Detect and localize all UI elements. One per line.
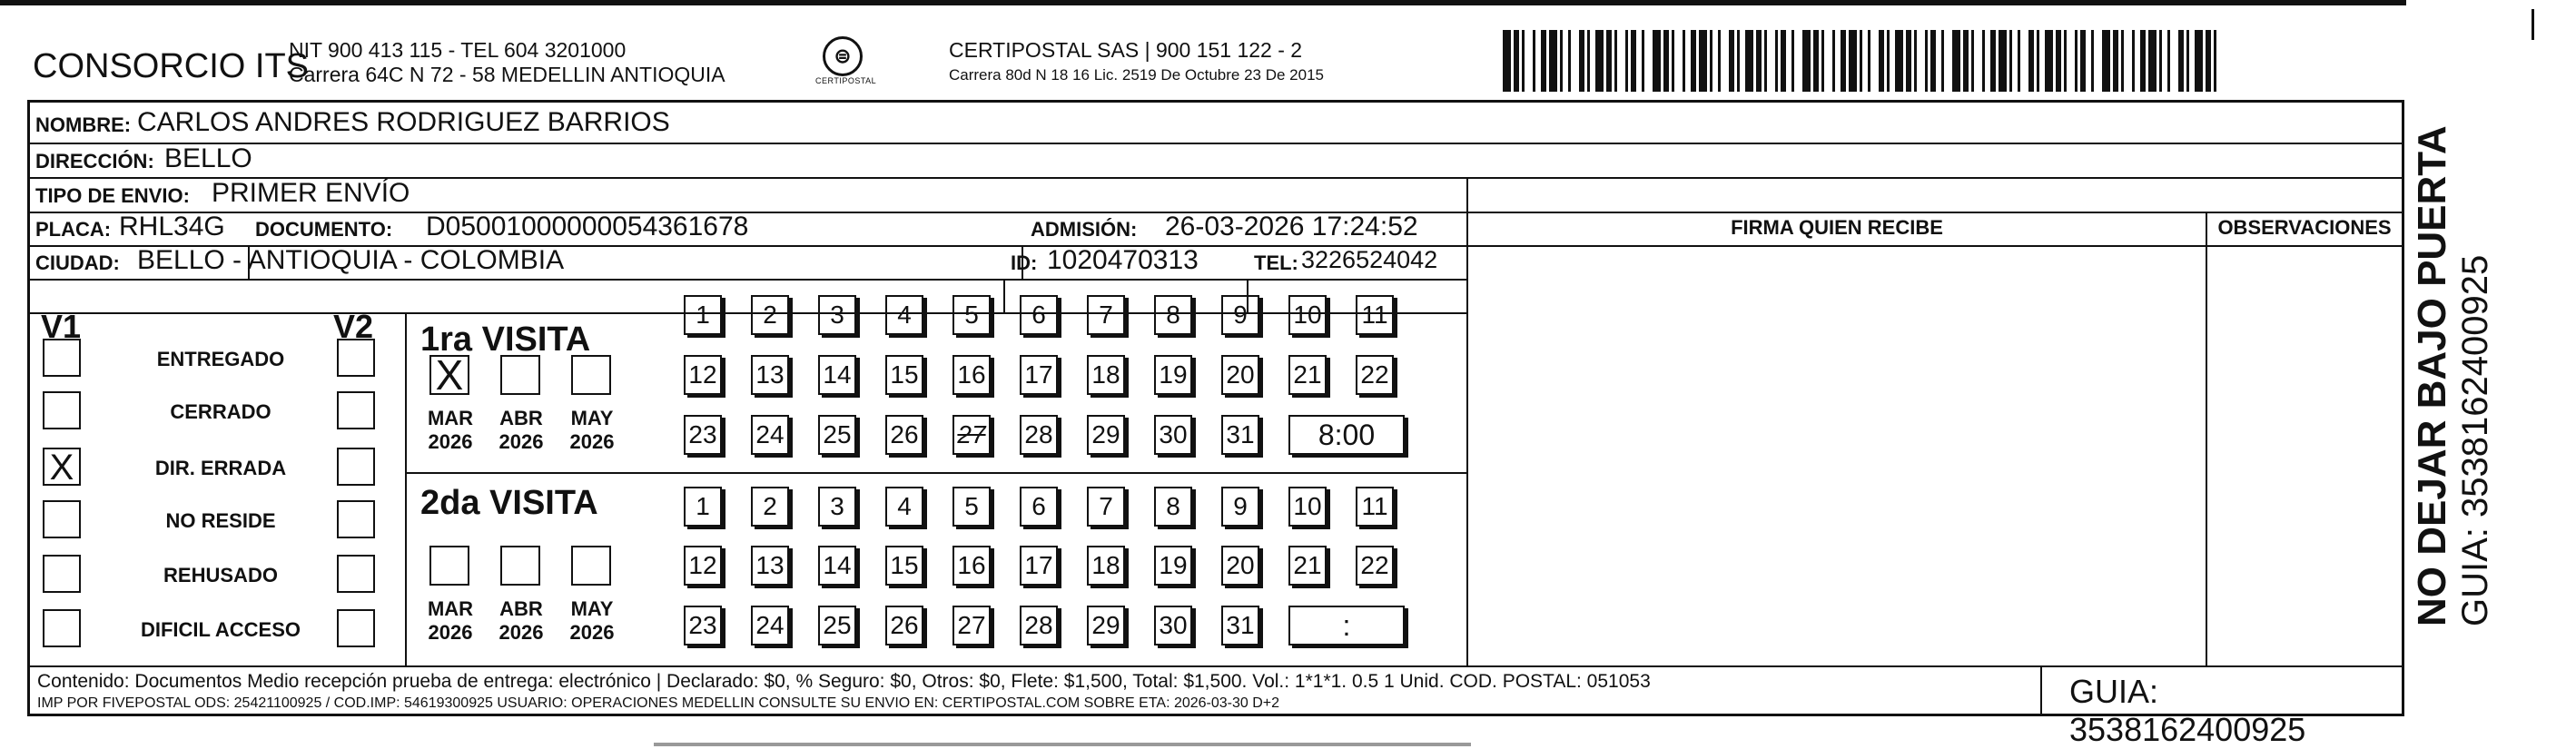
first-month-checkbox[interactable]: [571, 355, 611, 395]
second-day-box[interactable]: 7: [1087, 487, 1125, 527]
second-day-box[interactable]: 13: [751, 546, 789, 586]
second-day-box[interactable]: 6: [1020, 487, 1058, 527]
barcode-bar: [1721, 30, 1729, 92]
barcode-bar: [1595, 30, 1604, 92]
tel-label: TEL:: [1254, 251, 1298, 274]
first-day-box[interactable]: 22: [1356, 355, 1394, 395]
id-label: ID:: [1011, 251, 1038, 274]
month-year: 2026: [428, 430, 473, 453]
barcode-bar: [2216, 30, 2225, 92]
side-banner: [2411, 125, 2496, 626]
first-day-box[interactable]: 3: [818, 295, 856, 335]
barcode-bar: [1653, 30, 1661, 92]
nombre-label: NOMBRE:: [35, 113, 132, 136]
status-label: ENTREGADO: [156, 348, 285, 370]
first-day-box[interactable]: 24: [751, 415, 789, 455]
barcode-bar: [1895, 30, 1903, 92]
first-day-box[interactable]: 9: [1221, 295, 1259, 335]
barcode-bar: [2148, 30, 2157, 92]
second-day-box[interactable]: 10: [1288, 487, 1327, 527]
barcode-bar: [1870, 30, 1879, 92]
nit-line: NIT 900 413 115 - TEL 604 3201000: [289, 38, 627, 62]
bottom-edge: [654, 743, 1471, 746]
second-month-checkbox[interactable]: [429, 546, 469, 586]
second-day-box[interactable]: 14: [818, 546, 856, 586]
v1-checkbox[interactable]: [43, 555, 81, 593]
first-month-label: [562, 407, 622, 454]
second-time-box[interactable]: :: [1288, 606, 1405, 646]
barcode-bar: [1644, 30, 1653, 92]
first-day-box[interactable]: 25: [818, 415, 856, 455]
barcode-bar: [1549, 30, 1557, 92]
first-day-box[interactable]: 13: [751, 355, 789, 395]
v2-checkbox[interactable]: [337, 609, 375, 647]
v1-checkbox[interactable]: X: [43, 448, 81, 486]
guia-number: GUIA: 3538162400925: [2069, 673, 2306, 748]
second-day-box[interactable]: 19: [1154, 546, 1192, 586]
company-name: CONSORCIO ITS: [33, 47, 310, 85]
first-day-box[interactable]: 19: [1154, 355, 1192, 395]
first-day-box[interactable]: 10: [1288, 295, 1327, 335]
documento-label: DOCUMENTO:: [255, 218, 393, 241]
second-day-box[interactable]: 23: [684, 606, 722, 646]
first-day-box[interactable]: 18: [1087, 355, 1125, 395]
second-day-box[interactable]: 17: [1020, 546, 1058, 586]
delivery-form: [27, 100, 2404, 748]
second-month-label: [562, 597, 622, 645]
placa-label: PLACA:: [35, 218, 112, 241]
second-day-box[interactable]: 20: [1221, 546, 1259, 586]
first-day-box[interactable]: 30: [1154, 415, 1192, 455]
first-month-checkbox[interactable]: [500, 355, 540, 395]
second-day-box[interactable]: 26: [885, 606, 923, 646]
barcode-bar: [1824, 30, 1832, 92]
barcode-bar: [2020, 30, 2028, 92]
first-day-box[interactable]: 29: [1087, 415, 1125, 455]
barcode-bar: [2124, 30, 2132, 92]
month-name: MAY: [570, 597, 614, 620]
observaciones-header: OBSERVACIONES: [2217, 216, 2392, 239]
barcode-bar: [1617, 30, 1625, 92]
month-year: 2026: [498, 430, 544, 453]
second-day-box[interactable]: 31: [1221, 606, 1259, 646]
second-month-label: [420, 597, 480, 645]
v1-checkbox[interactable]: [43, 391, 81, 429]
first-day-box[interactable]: 2: [751, 295, 789, 335]
second-day-box[interactable]: 16: [952, 546, 991, 586]
first-day-box[interactable]: 17: [1020, 355, 1058, 395]
first-day-box[interactable]: 12: [684, 355, 722, 395]
logo-icon: ⊜: [823, 36, 863, 76]
second-day-box[interactable]: 12: [684, 546, 722, 586]
first-time-box[interactable]: 8:00: [1288, 415, 1405, 455]
barcode-bar: [1767, 30, 1775, 92]
side-guia: GUIA: 3538162400925: [2455, 254, 2495, 626]
first-day-box[interactable]: 16: [952, 355, 991, 395]
barcode-bar: [1849, 30, 1857, 92]
barcode-bar: [2102, 30, 2110, 92]
first-day-box[interactable]: 31: [1221, 415, 1259, 455]
second-day-box[interactable]: 5: [952, 487, 991, 527]
v2-checkbox[interactable]: [337, 339, 375, 377]
first-visit-title: 1ra VISITA: [420, 320, 591, 359]
v2-checkbox[interactable]: [337, 391, 375, 429]
barcode-bar: [1794, 30, 1802, 92]
second-day-box[interactable]: 2: [751, 487, 789, 527]
direccion-label: DIRECCIÓN:: [35, 150, 154, 172]
first-month-label: [491, 407, 551, 454]
first-day-box[interactable]: 11: [1356, 295, 1394, 335]
second-month-checkbox[interactable]: [500, 546, 540, 586]
certipostal-line: CERTIPOSTAL SAS | 900 151 122 - 2: [949, 38, 1303, 62]
second-day-box[interactable]: 27: [952, 606, 991, 646]
status-label: REHUSADO: [163, 564, 278, 586]
v2-header: V2: [333, 308, 374, 345]
first-day-box[interactable]: 23: [684, 415, 722, 455]
status-label: CERRADO: [170, 400, 271, 423]
second-month-checkbox[interactable]: [571, 546, 611, 586]
barcode-bar: [1674, 30, 1683, 92]
certipostal-info: [949, 38, 1324, 87]
company-info: [289, 38, 725, 87]
month-year: 2026: [569, 430, 615, 453]
v1-header: V1: [41, 308, 82, 345]
barcode-bar: [1917, 30, 1925, 92]
first-month-checkbox[interactable]: X: [429, 355, 469, 395]
first-day-box[interactable]: 6: [1020, 295, 1058, 335]
first-day-box[interactable]: 26: [885, 415, 923, 455]
second-day-box[interactable]: 25: [818, 606, 856, 646]
address-line: Carrera 64C N 72 - 58 MEDELLIN ANTIOQUIA: [289, 63, 725, 86]
month-year: 2026: [569, 621, 615, 644]
barcode-bar: [1944, 30, 1952, 92]
first-day-box[interactable]: 14: [818, 355, 856, 395]
barcode-bar: [1525, 30, 1533, 92]
first-day-box[interactable]: 27: [952, 415, 991, 455]
logo-text: CERTIPOSTAL: [815, 76, 877, 85]
tipo-envio-label: TIPO DE ENVIO:: [35, 184, 190, 207]
first-day-box[interactable]: 28: [1020, 415, 1058, 455]
ciudad-label: CIUDAD:: [35, 251, 120, 274]
second-day-box[interactable]: 29: [1087, 606, 1125, 646]
first-day-box[interactable]: 5: [952, 295, 991, 335]
month-name: ABR: [499, 597, 543, 620]
barcode-bar: [2045, 30, 2053, 92]
second-day-box[interactable]: 3: [818, 487, 856, 527]
second-day-box[interactable]: 9: [1221, 487, 1259, 527]
month-year: 2026: [428, 621, 473, 644]
first-day-box[interactable]: 7: [1087, 295, 1125, 335]
tipo-envio-value: PRIMER ENVÍO: [212, 178, 410, 208]
month-name: MAR: [427, 597, 474, 620]
edge-mark: [2532, 9, 2534, 40]
second-day-box[interactable]: 15: [885, 546, 923, 586]
barcode-bar: [1745, 30, 1753, 92]
barcode-bar: [1974, 30, 1982, 92]
first-month-label: [420, 407, 480, 454]
barcode-bar: [2067, 30, 2075, 92]
v1-checkbox[interactable]: [43, 500, 81, 538]
top-edge: [0, 0, 2406, 5]
admision-value: 26-03-2026 17:24:52: [1165, 212, 1418, 241]
admision-label: ADMISIÓN:: [1031, 218, 1138, 241]
barcode-bar: [1999, 30, 2007, 92]
barcode-bar: [2094, 30, 2102, 92]
second-day-box[interactable]: 28: [1020, 606, 1058, 646]
second-day-box[interactable]: 21: [1288, 546, 1327, 586]
second-day-box[interactable]: 1: [684, 487, 722, 527]
second-day-box[interactable]: 30: [1154, 606, 1192, 646]
ciudad-value: BELLO - ANTIOQUIA - COLOMBIA: [137, 245, 565, 275]
barcode-bar: [1699, 30, 1707, 92]
status-label: DIFICIL ACCESO: [140, 618, 301, 641]
month-year: 2026: [498, 621, 544, 644]
v2-checkbox[interactable]: [337, 500, 375, 538]
certipostal-sub: Carrera 80d N 18 16 Lic. 2519 De Octubre 23 De 2015: [949, 66, 1324, 84]
tel-value: 3226524042: [1301, 246, 1438, 273]
first-day-box[interactable]: 4: [885, 295, 923, 335]
v1-checkbox[interactable]: [43, 339, 81, 377]
id-value: 1020470313: [1047, 245, 1199, 275]
second-month-label: [491, 597, 551, 645]
barcode-bar: [2195, 30, 2203, 92]
firma-header: FIRMA QUIEN RECIBE: [1731, 216, 1943, 239]
v1-checkbox[interactable]: [43, 609, 81, 647]
documento-value: D05001000000054361678: [426, 212, 749, 241]
second-visit-title: 2da VISITA: [420, 484, 598, 522]
month-name: MAR: [427, 407, 474, 429]
nombre-value: CARLOS ANDRES RODRIGUEZ BARRIOS: [137, 107, 670, 137]
certipostal-logo: [815, 36, 877, 94]
second-day-box[interactable]: 24: [751, 606, 789, 646]
side-warning: NO DEJAR BAJO PUERTA: [2410, 125, 2454, 626]
barcode-bar: [1503, 30, 1511, 92]
month-name: MAY: [570, 407, 614, 429]
placa-value: RHL34G: [119, 212, 225, 241]
barcode-bar: [2170, 30, 2178, 92]
second-day-box[interactable]: 4: [885, 487, 923, 527]
first-day-box[interactable]: 21: [1288, 355, 1327, 395]
second-day-box[interactable]: 8: [1154, 487, 1192, 527]
direccion-value: BELLO: [164, 143, 252, 173]
barcode: [1503, 30, 2225, 92]
v2-checkbox[interactable]: [337, 555, 375, 593]
barcode-bar: [1802, 30, 1811, 92]
status-label: NO RESIDE: [165, 509, 276, 532]
month-name: ABR: [499, 407, 543, 429]
second-day-box[interactable]: 22: [1356, 546, 1394, 586]
first-day-box[interactable]: 20: [1221, 355, 1259, 395]
v2-checkbox[interactable]: [337, 448, 375, 486]
second-day-box[interactable]: 18: [1087, 546, 1125, 586]
barcode-bar: [1952, 30, 1960, 92]
first-day-box[interactable]: 8: [1154, 295, 1192, 335]
first-day-box[interactable]: 15: [885, 355, 923, 395]
barcode-bar: [1571, 30, 1579, 92]
first-day-box[interactable]: 1: [684, 295, 722, 335]
status-label: DIR. ERRADA: [154, 457, 287, 479]
footer-content-line: Contenido: Documentos Medio recepción prueba de entrega: electrónico | Declarado: $0, % Seguro: $0, Otros: $0, Flete: $1,500, Total: $1,500. Vol.: 1*1*1. 0.5 1 Unid. COD. POSTAL: 051053: [37, 671, 1651, 692]
footer-print-line: IMP POR FIVEPOSTAL ODS: 25421100925 / COD.IMP: 54619300925 USUARIO: OPERACIONES MEDELLIN CONSULTE SU ENVIO EN: CERTIPOSTAL.COM SOBRE ETA: 2026-03-30 D+2: [37, 695, 1280, 711]
second-day-box[interactable]: 11: [1356, 487, 1394, 527]
